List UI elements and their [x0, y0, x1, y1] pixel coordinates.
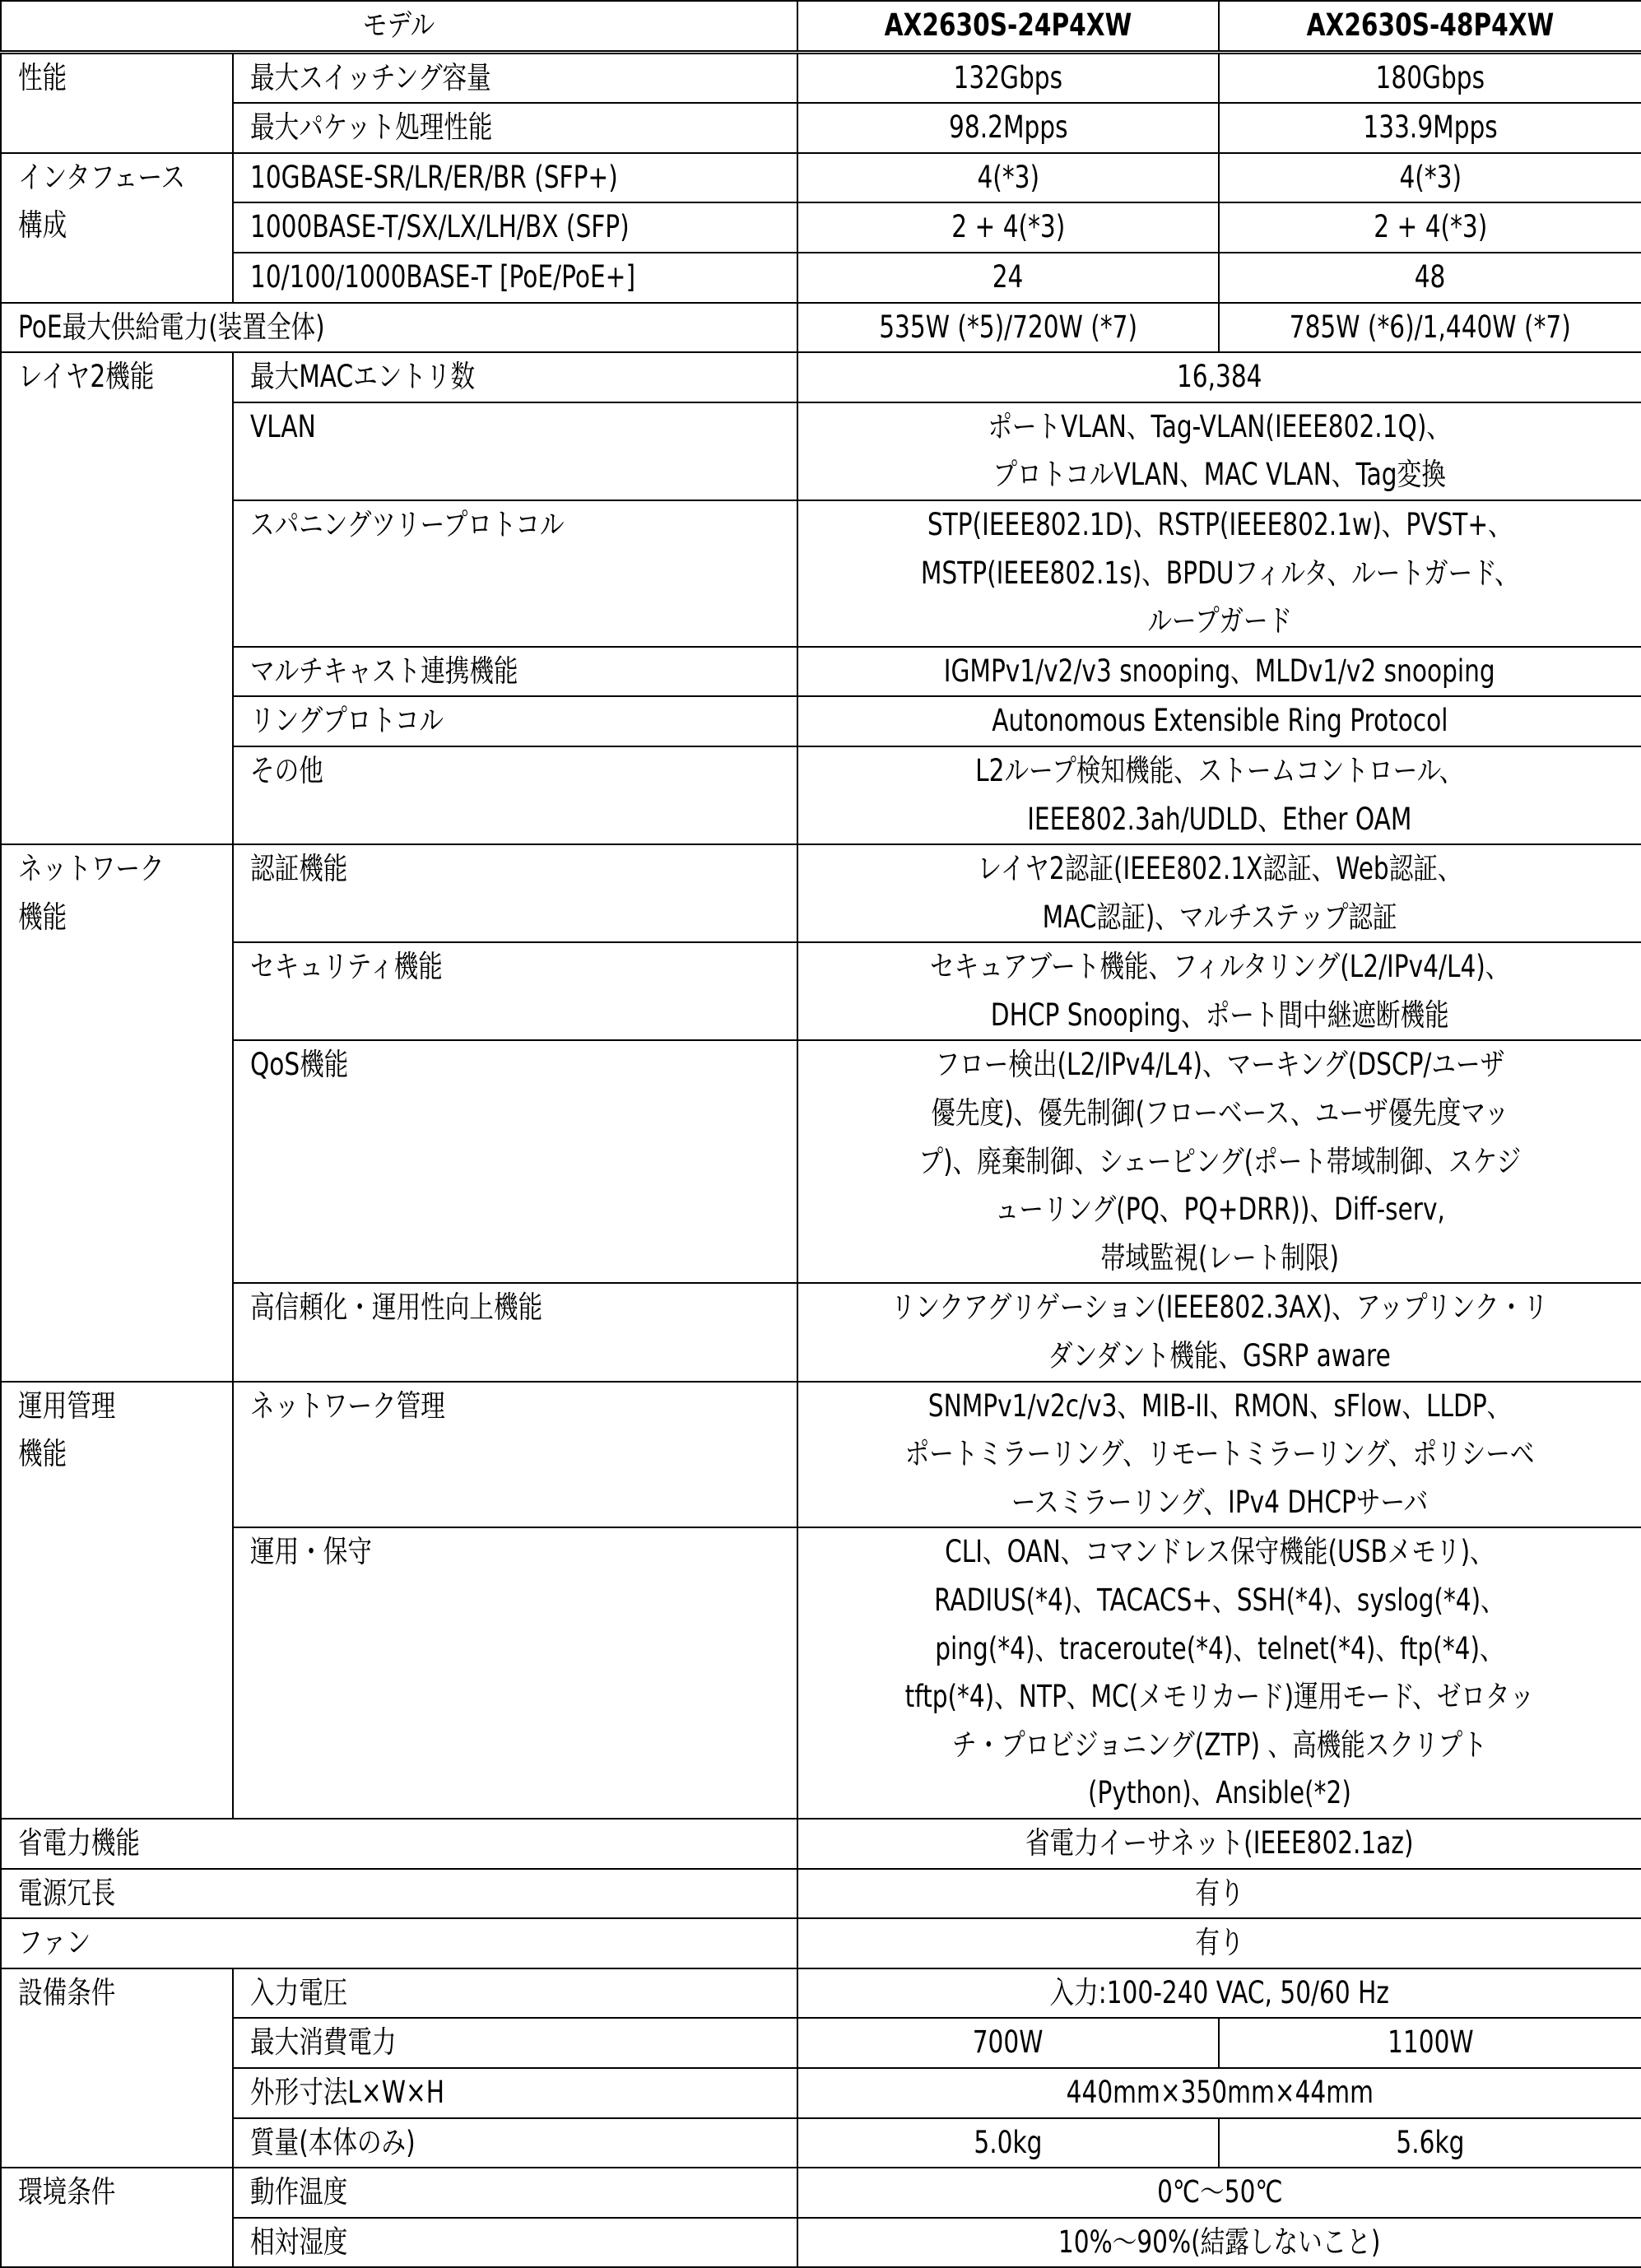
spec-value: L2ループ検知機能、ストームコントロール、 IEEE802.3ah/UDLD、Ether OAM	[797, 746, 1641, 844]
spec-name: 最大スイッチング容量	[233, 52, 797, 103]
table-row	[1, 1968, 1641, 2019]
table-row	[1, 942, 1641, 1040]
table-row	[1, 52, 1641, 103]
spec-name: VLAN	[233, 402, 797, 500]
spec-name: 最大MACエントリ数	[233, 352, 797, 402]
spec-name: 相対湿度	[233, 2218, 797, 2268]
spec-value: STP(IEEE802.1D)、RSTP(IEEE802.1w)、PVST+、 MSTP(IEEE802.1s)、BPDUフィルタ、ルートガード、 ループガード	[797, 500, 1641, 647]
category-psu-redundancy: 電源冗長	[1, 1869, 797, 1919]
table-row	[1, 352, 1641, 402]
header-row	[1, 1, 1641, 52]
table-row	[1, 202, 1641, 253]
table-row	[1, 1918, 1641, 1968]
spec-name: 10GBASE-SR/LR/ER/BR (SFP+)	[233, 153, 797, 203]
table-row	[1, 153, 1641, 203]
spec-value: 98.2Mpps	[797, 103, 1219, 153]
table-row	[1, 647, 1641, 697]
table-row	[1, 2168, 1641, 2218]
spec-value: 700W	[797, 2018, 1219, 2068]
spec-name: 1000BASE-T/SX/LX/LH/BX (SFP)	[233, 202, 797, 253]
spec-value: CLI、OAN、コマンドレス保守機能(USBメモリ)、 RADIUS(*4)、TACACS+、SSH(*4)、syslog(*4)、 ping(*4)、traceroute(*4)、telnet(*4)、ftp(*4)、 tftp(*4)、NTP、MC(メモリカード)運用モード、ゼロタッ チ・プロビジョニング(ZTP) 、高機能スクリプト (Python)、Ansible(*2)	[797, 1527, 1641, 1819]
spec-value: 2 + 4(*3)	[797, 202, 1219, 253]
table-row	[1, 696, 1641, 746]
spec-value: 180Gbps	[1219, 52, 1641, 103]
table-row	[1, 1819, 1641, 1869]
spec-name: 運用・保守	[233, 1527, 797, 1819]
table-row	[1, 303, 1641, 353]
spec-name: リングプロトコル	[233, 696, 797, 746]
spec-value: 16,384	[797, 352, 1641, 402]
spec-value: 133.9Mpps	[1219, 103, 1641, 153]
spec-value: 4(*3)	[1219, 153, 1641, 203]
category-poe: PoE最大供給電力(装置全体)	[1, 303, 797, 353]
spec-name: 外形寸法L×W×H	[233, 2068, 797, 2118]
spec-value: 10%～90%(結露しないこと)	[797, 2218, 1641, 2268]
spec-name: 最大パケット処理性能	[233, 103, 797, 153]
spec-value: 440mm×350mm×44mm	[797, 2068, 1641, 2118]
spec-name: マルチキャスト連携機能	[233, 647, 797, 697]
model-2: AX2630S-48P4XW	[1219, 1, 1641, 52]
category-layer2: レイヤ2機能	[1, 352, 233, 844]
spec-name: その他	[233, 746, 797, 844]
category-environment: 環境条件	[1, 2168, 233, 2267]
table-row	[1, 1869, 1641, 1919]
spec-name: 入力電圧	[233, 1968, 797, 2019]
spec-value: 省電力イーサネット(IEEE802.1az)	[797, 1819, 1641, 1869]
spec-name: 認証機能	[233, 844, 797, 942]
table-row	[1, 1040, 1641, 1283]
table-row	[1, 746, 1641, 844]
table-row	[1, 253, 1641, 303]
spec-value: 0℃～50℃	[797, 2168, 1641, 2218]
spec-value: 1100W	[1219, 2018, 1641, 2068]
category-power-saving: 省電力機能	[1, 1819, 797, 1869]
spec-value: 5.0kg	[797, 2118, 1219, 2168]
category-fan: ファン	[1, 1918, 797, 1968]
spec-value: リンクアグリゲーション(IEEE802.3AX)、アップリンク・リ ダンダント機能、GSRP aware	[797, 1283, 1641, 1381]
spec-name: QoS機能	[233, 1040, 797, 1283]
spec-value: SNMPv1/v2c/v3、MIB-II、RMON、sFlow、LLDP、 ポートミラーリング、リモートミラーリング、ポリシーベ ースミラーリング、IPv4 DHCPサーバ	[797, 1382, 1641, 1528]
spec-value: フロー検出(L2/IPv4/L4)、マーキング(DSCP/ユーザ 優先度)、優先制御(フローベース、ユーザ優先度マッ プ)、廃棄制御、シェーピング(ポート帯域制御、スケジ ューリング(PQ、PQ+DRR))、Diff-serv, 帯域監視(レート制限)	[797, 1040, 1641, 1283]
category-network: ネットワーク 機能	[1, 844, 233, 1382]
spec-value: 入力:100-240 VAC, 50/60 Hz	[797, 1968, 1641, 2019]
table-row	[1, 2118, 1641, 2168]
spec-value: 有り	[797, 1869, 1641, 1919]
spec-name: 質量(本体のみ)	[233, 2118, 797, 2168]
table-row	[1, 2068, 1641, 2118]
spec-name: 高信頼化・運用性向上機能	[233, 1283, 797, 1381]
spec-value: 132Gbps	[797, 52, 1219, 103]
model-label: モデル	[1, 1, 797, 52]
spec-name: セキュリティ機能	[233, 942, 797, 1040]
spec-name: スパニングツリープロトコル	[233, 500, 797, 647]
table-row	[1, 2218, 1641, 2268]
spec-value: 785W (*6)/1,440W (*7)	[1219, 303, 1641, 353]
spec-value: 5.6kg	[1219, 2118, 1641, 2168]
category-management: 運用管理 機能	[1, 1382, 233, 1819]
spec-value: セキュアブート機能、フィルタリング(L2/IPv4/L4)、 DHCP Snooping、ポート間中継遮断機能	[797, 942, 1641, 1040]
model-1: AX2630S-24P4XW	[797, 1, 1219, 52]
spec-value: 48	[1219, 253, 1641, 303]
table-row	[1, 1283, 1641, 1381]
spec-name: 最大消費電力	[233, 2018, 797, 2068]
spec-name: ネットワーク管理	[233, 1382, 797, 1528]
spec-value: 4(*3)	[797, 153, 1219, 203]
spec-value: ポートVLAN、Tag-VLAN(IEEE802.1Q)、 プロトコルVLAN、MAC VLAN、Tag変換	[797, 402, 1641, 500]
table-row	[1, 2018, 1641, 2068]
spec-value: IGMPv1/v2/v3 snooping、MLDv1/v2 snooping	[797, 647, 1641, 697]
spec-value: 2 + 4(*3)	[1219, 202, 1641, 253]
table-row	[1, 1382, 1641, 1528]
category-facility: 設備条件	[1, 1968, 233, 2168]
spec-value: 24	[797, 253, 1219, 303]
table-row	[1, 500, 1641, 647]
spec-value: 有り	[797, 1918, 1641, 1968]
spec-name: 動作温度	[233, 2168, 797, 2218]
spec-value: レイヤ2認証(IEEE802.1X認証、Web認証、 MAC認証)、マルチステップ認証	[797, 844, 1641, 942]
spec-value: 535W (*5)/720W (*7)	[797, 303, 1219, 353]
table-row	[1, 1527, 1641, 1819]
category-interface: インタフェース 構成	[1, 153, 233, 303]
spec-name: 10/100/1000BASE-T [PoE/PoE+]	[233, 253, 797, 303]
table-row	[1, 844, 1641, 942]
table-row	[1, 402, 1641, 500]
category-performance: 性能	[1, 52, 233, 153]
spec-value: Autonomous Extensible Ring Protocol	[797, 696, 1641, 746]
table-row	[1, 103, 1641, 153]
